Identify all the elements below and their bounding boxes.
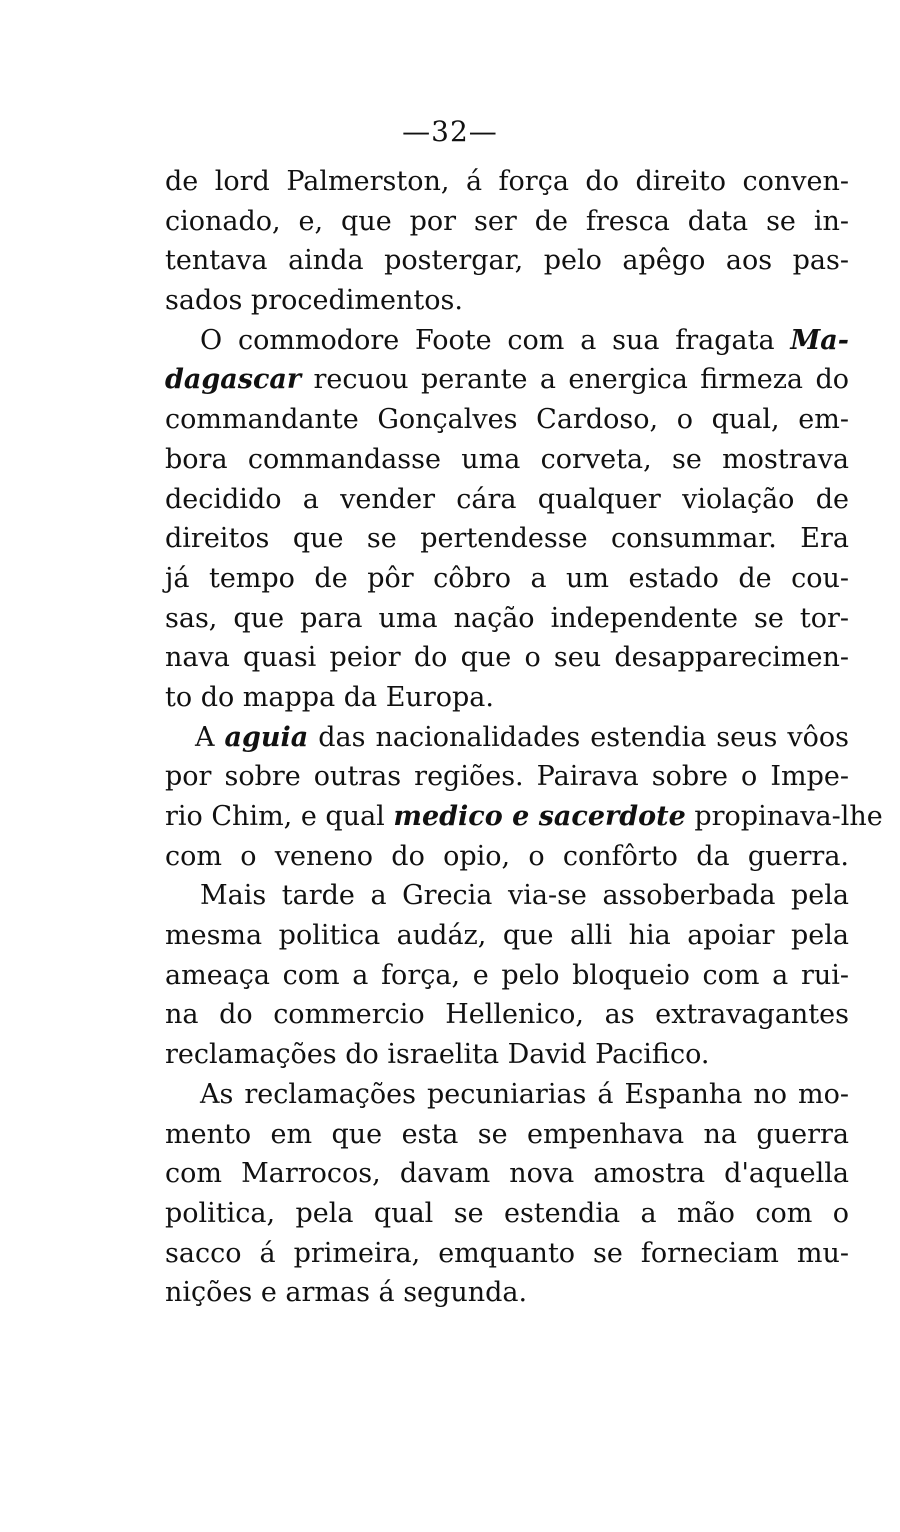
text-span: A [195,721,225,753]
text-line: nava quasi peior do que o seu desapparecimen- [165,642,849,674]
text-line: com o veneno do opio, o confôrto da guerra. [165,840,849,872]
text-line: ameaça com a força, e pelo bloqueio com a rui- [165,959,849,991]
text-line: Mais tarde a Grecia via-se assoberbada pela [200,880,849,912]
text-span: recuou perante a energica firmeza do [301,364,849,396]
text-line: decidido a vender cára qualquer violação de [165,483,849,515]
text-line: As reclamações pecuniarias á Espanha no mo- [200,1078,849,1110]
text-line: sados procedimentos. [165,285,463,317]
text-line: sacco á primeira, emquanto se forneciam mu- [165,1237,849,1269]
italic-phrase: medico e sacerdote [393,801,686,832]
text-line: politica, pela qual se estendia a mão com o [165,1197,849,1229]
text-span: propinava-lhe [685,801,883,832]
text-line [165,321,849,361]
text-line: nições e armas á segunda. [165,1277,528,1309]
text-line: mento em que esta se empenhava na guerra [165,1118,849,1150]
body-text [165,162,883,1313]
italic-title: Ma- [790,324,849,356]
text-line: to do mappa da Europa. [165,681,494,713]
text-line: com Marrocos, davam nova amostra d'aquella [165,1158,849,1190]
text-line: já tempo de pôr côbro a um estado de cou- [165,562,849,594]
text-line: sas, que para uma nação independente se tor- [165,602,849,634]
text-line: bora commandasse uma corveta, se mostrava [165,443,849,475]
text-line: tentava ainda postergar, pelo apêgo aos pas- [165,245,849,277]
text-line: de lord Palmerston, á força do direito conven- [165,166,849,197]
text-line: por sobre outras regiões. Pairava sobre o Impe- [165,761,849,793]
text-line [165,797,883,837]
text-span: rio Chim, e qual [165,801,394,832]
text-line: reclamações do israelita David Pacifico. [165,1039,710,1071]
text-line: mesma politica audáz, que alli hia apoiar pela [165,920,849,952]
italic-title: dagascar [165,364,302,396]
text-span: das nacionalidades estendia seus vôos [308,721,849,753]
text-span: O commodore Foote com a sua fragata [200,324,791,356]
italic-word: aguia [224,721,309,753]
text-line: direitos que se pertendesse consummar. Era [165,523,849,555]
text-line: commandante Gonçalves Cardoso, o qual, em- [165,404,849,436]
text-line [165,360,849,400]
page-number: —32— [402,115,498,148]
text-line [165,718,849,758]
text-line: na do commercio Hellenico, as extravagantes [165,999,849,1031]
text-line: cionado, e, que por ser de fresca data se in- [165,205,849,237]
